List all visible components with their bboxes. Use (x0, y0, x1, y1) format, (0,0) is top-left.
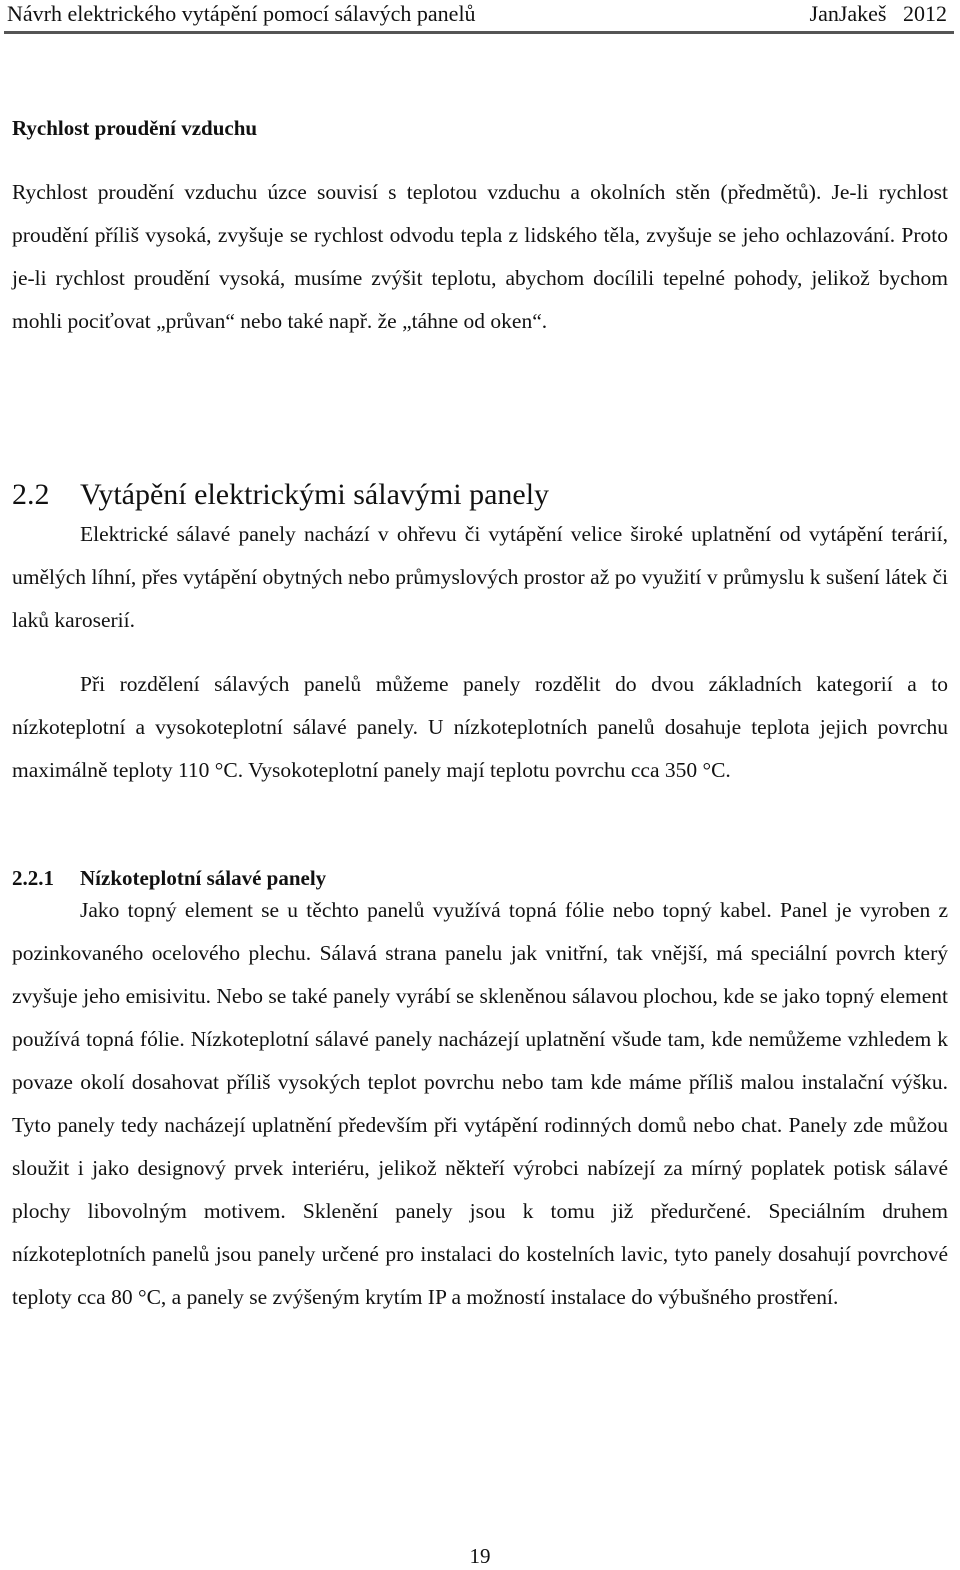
section-title: Vytápění elektrickými sálavými panely (80, 478, 550, 511)
subsection-title: Nízkoteplotní sálavé panely (80, 866, 327, 890)
header-author-year: JanJakeš 2012 (809, 1, 947, 26)
section-number: 2.2 (12, 478, 50, 511)
subsection-heading-2-2-1 (12, 864, 326, 892)
paragraph-air-velocity: Rychlost proudění vzduchu úzce souvisí s teplotou vzduchu a okolních stěn (předmětů). Je-li rychlost proudění příliš vysoká, zvyšuje se rychlost odvodu tepla z lidského těla, zvyšuje se jeho ochlazování. Proto je-li rychlost proudění vysoká, musíme zvýšit teplotu, abychom docílili tepelné pohody, jelikož bychom mohli pociťovat „průvan“ nebo také např. že „táhne od oken“. (12, 180, 948, 333)
paragraph-2-2-1-body: Jako topný element se u těchto panelů využívá topná fólie nebo topný kabel. Panel je vyroben z pozinkovaného ocelového plechu. Sálavá strana panelu jak vnitřní, tak vnější, má speciální povrch který zvyšuje jeho emisivitu. Nebo se také panely vyrábí se skleněnou sálavou plochou, kde se jako topný element používá topná fólie. Nízkoteplotní sálavé panely nacházejí uplatnění všude tam, kde nemůžeme vzhledem k povaze okolí dosahovat příliš vysokých teplot povrchu nebo tam kde máme příliš malou instalační výšku. Tyto panely tedy nacházejí uplatnění především při vytápění rodinných domů nebo chat. Panely zde můžou sloužit i jako designový prvek interiéru, jelikož někteří výrobci nabízejí za mírný poplatek potisk sálavé plochy libovolným motivem. Sklenění panely jsou k tomu již předurčené. Speciálním druhem nízkoteplotních panelů jsou panely určené pro instalaci do kostelních lavic, tyto panely dosahují povrchové teploty cca 80 °C, a panely se zvýšeným krytím IP a možností instalace do výbušného prostření. (12, 898, 948, 1309)
page-number: 19 (469, 1544, 491, 1568)
subsection-number: 2.2.1 (12, 866, 54, 890)
section-heading-2-2 (12, 475, 549, 515)
heading-air-velocity: Rychlost proudění vzduchu (12, 116, 258, 140)
header-title: Návrh elektrického vytápění pomocí sálavých panelů (7, 1, 476, 26)
paragraph-2-2-categories: Při rozdělení sálavých panelů můžeme panely rozdělit do dvou základních kategorií a to nízkoteplotní a vysokoteplotní sálavé panely. U nízkoteplotních panelů dosahuje teplota jejich povrchu maximálně teploty 110 °C. Vysokoteplotní panely mají teplotu povrchu cca 350 °C. (12, 672, 948, 782)
paragraph-2-2-intro: Elektrické sálavé panely nachází v ohřevu či vytápění velice široké uplatnění od vytápění terárií, umělých líhní, přes vytápění obytných nebo průmyslových prostor až po využití v průmyslu k sušení látek či laků karoserií. (12, 522, 948, 632)
header-rule (4, 31, 954, 34)
running-header (7, 0, 947, 28)
